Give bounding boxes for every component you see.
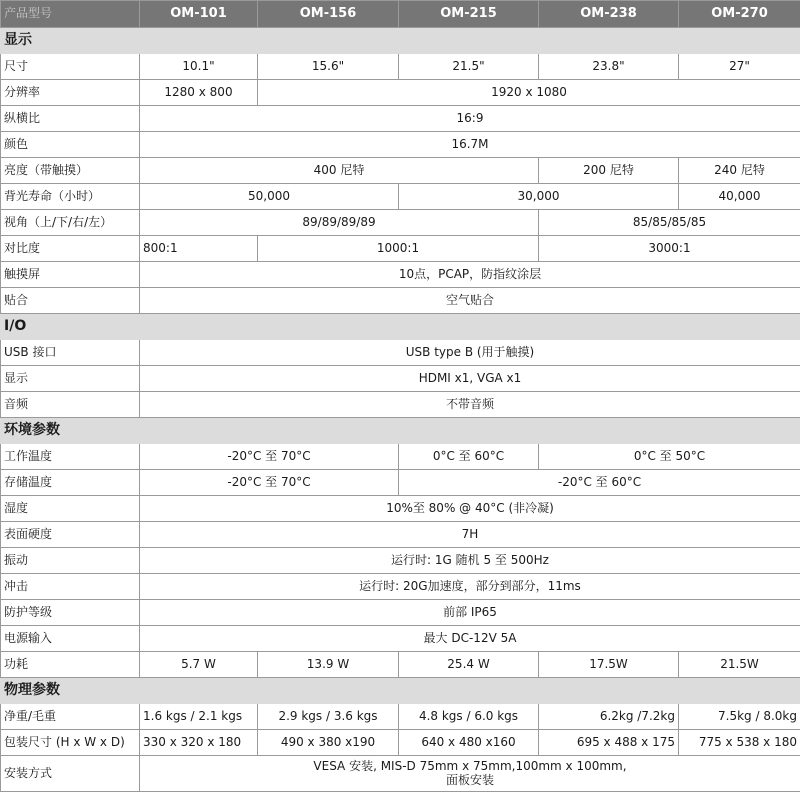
cell-value: 4.8 kgs / 6.0 kgs — [399, 704, 539, 730]
model-om-101: OM-101 — [140, 1, 258, 28]
row-brightness — [1, 158, 800, 184]
section-title: 环境参数 — [1, 418, 800, 444]
header-corner-label: 产品型号 — [1, 1, 140, 28]
row-label: 亮度（带触摸） — [1, 158, 140, 184]
model-om-215: OM-215 — [399, 1, 539, 28]
section-title: 物理参数 — [1, 678, 800, 704]
row-label: 存储温度 — [1, 470, 140, 496]
cell-value: 25.4 W — [399, 652, 539, 678]
cell-value: 775 x 538 x 180 — [679, 730, 800, 756]
row-usb — [1, 340, 800, 366]
row-bonding — [1, 288, 800, 314]
row-size — [1, 54, 800, 80]
cell-value: 0°C 至 60°C — [399, 444, 539, 470]
model-om-238: OM-238 — [539, 1, 679, 28]
row-label: 音频 — [1, 392, 140, 418]
model-om-270: OM-270 — [679, 1, 800, 28]
row-label: 颜色 — [1, 132, 140, 158]
row-storage-temp — [1, 470, 800, 496]
row-label: 安装方式 — [1, 756, 140, 792]
row-label: 对比度 — [1, 236, 140, 262]
mounting-line-2: 面板安装 — [445, 772, 494, 787]
row-resolution — [1, 80, 800, 106]
row-display-ports — [1, 366, 800, 392]
row-protection-rating — [1, 600, 800, 626]
cell-value: 640 x 480 x160 — [399, 730, 539, 756]
cell-value: 21.5" — [399, 54, 539, 80]
cell-value: HDMI x1, VGA x1 — [140, 366, 800, 392]
cell-value: 800:1 — [140, 236, 258, 262]
row-label: 防护等级 — [1, 600, 140, 626]
cell-value: 运行时: 20G加速度，部分到部分，11ms — [140, 574, 800, 600]
cell-value: 13.9 W — [258, 652, 399, 678]
row-label: 表面硬度 — [1, 522, 140, 548]
cell-value: 10%至 80% @ 40°C (非冷凝) — [140, 496, 800, 522]
cell-value: 240 尼特 — [679, 158, 800, 184]
cell-value: 5.7 W — [140, 652, 258, 678]
header-row — [1, 1, 800, 28]
section-io — [1, 314, 800, 340]
row-label: 视角（上/下/右/左） — [1, 210, 140, 236]
row-touchscreen — [1, 262, 800, 288]
row-label: 触摸屏 — [1, 262, 140, 288]
row-label: 分辨率 — [1, 80, 140, 106]
row-humidity — [1, 496, 800, 522]
row-label: 冲击 — [1, 574, 140, 600]
cell-value: 400 尼特 — [140, 158, 539, 184]
cell-value: 0°C 至 50°C — [539, 444, 800, 470]
cell-value: 运行时: 1G 随机 5 至 500Hz — [140, 548, 800, 574]
row-label: 振动 — [1, 548, 140, 574]
row-viewing-angle — [1, 210, 800, 236]
cell-value: 85/85/85/85 — [539, 210, 800, 236]
cell-value: 15.6" — [258, 54, 399, 80]
row-aspect-ratio — [1, 106, 800, 132]
row-mounting — [1, 756, 800, 792]
section-environment — [1, 418, 800, 444]
cell-value: 30,000 — [399, 184, 679, 210]
row-weight — [1, 704, 800, 730]
row-label: 包装尺寸 (H x W x D) — [1, 730, 140, 756]
section-display — [1, 28, 800, 54]
row-package-size — [1, 730, 800, 756]
row-shock — [1, 574, 800, 600]
cell-value: 16.7M — [140, 132, 800, 158]
cell-value: 10.1" — [140, 54, 258, 80]
cell-value: 2.9 kgs / 3.6 kgs — [258, 704, 399, 730]
cell-value: 1000:1 — [258, 236, 539, 262]
row-label: 工作温度 — [1, 444, 140, 470]
cell-value: 40,000 — [679, 184, 800, 210]
cell-value: 330 x 320 x 180 — [140, 730, 258, 756]
row-vibration — [1, 548, 800, 574]
row-label: 电源输入 — [1, 626, 140, 652]
cell-value: 空气贴合 — [140, 288, 800, 314]
cell-value: -20°C 至 70°C — [140, 470, 399, 496]
cell-value: 23.8" — [539, 54, 679, 80]
row-label: 尺寸 — [1, 54, 140, 80]
cell-value: 最大 DC-12V 5A — [140, 626, 800, 652]
cell-value: 1.6 kgs / 2.1 kgs — [140, 704, 258, 730]
row-label: 背光寿命（小时） — [1, 184, 140, 210]
cell-value: 89/89/89/89 — [140, 210, 539, 236]
row-label: 净重/毛重 — [1, 704, 140, 730]
row-power-input — [1, 626, 800, 652]
row-label: 功耗 — [1, 652, 140, 678]
row-contrast — [1, 236, 800, 262]
cell-value: 16:9 — [140, 106, 800, 132]
cell-value: 21.5W — [679, 652, 800, 678]
cell-value: 1920 x 1080 — [258, 80, 800, 106]
cell-value: 200 尼特 — [539, 158, 679, 184]
section-title: I/O — [1, 314, 800, 340]
row-label: 纵横比 — [1, 106, 140, 132]
cell-value: 50,000 — [140, 184, 399, 210]
cell-value — [140, 756, 800, 792]
mounting-line-1: VESA 安装, MIS-D 75mm x 75mm,100mm x 100mm, — [313, 758, 627, 773]
cell-value: 695 x 488 x 175 — [539, 730, 679, 756]
row-audio — [1, 392, 800, 418]
cell-value: 490 x 380 x190 — [258, 730, 399, 756]
row-label: USB 接口 — [1, 340, 140, 366]
cell-value: -20°C 至 70°C — [140, 444, 399, 470]
row-label: 贴合 — [1, 288, 140, 314]
cell-value: 7H — [140, 522, 800, 548]
cell-value: 17.5W — [539, 652, 679, 678]
cell-value: 7.5kg / 8.0kg — [679, 704, 800, 730]
model-om-156: OM-156 — [258, 1, 399, 28]
row-label: 显示 — [1, 366, 140, 392]
row-color — [1, 132, 800, 158]
cell-value: 27" — [679, 54, 800, 80]
row-label: 湿度 — [1, 496, 140, 522]
cell-value: 10点，PCAP，防指纹涂层 — [140, 262, 800, 288]
cell-value: 1280 x 800 — [140, 80, 258, 106]
row-operating-temp — [1, 444, 800, 470]
cell-value: 3000:1 — [539, 236, 800, 262]
row-backlight-life — [1, 184, 800, 210]
section-physical — [1, 678, 800, 704]
cell-value: -20°C 至 60°C — [399, 470, 800, 496]
cell-value: USB type B (用于触摸) — [140, 340, 800, 366]
row-surface-hardness — [1, 522, 800, 548]
cell-value: 前部 IP65 — [140, 600, 800, 626]
row-power-consumption — [1, 652, 800, 678]
cell-value: 6.2kg /7.2kg — [539, 704, 679, 730]
cell-value: 不带音频 — [140, 392, 800, 418]
section-title: 显示 — [1, 28, 800, 54]
